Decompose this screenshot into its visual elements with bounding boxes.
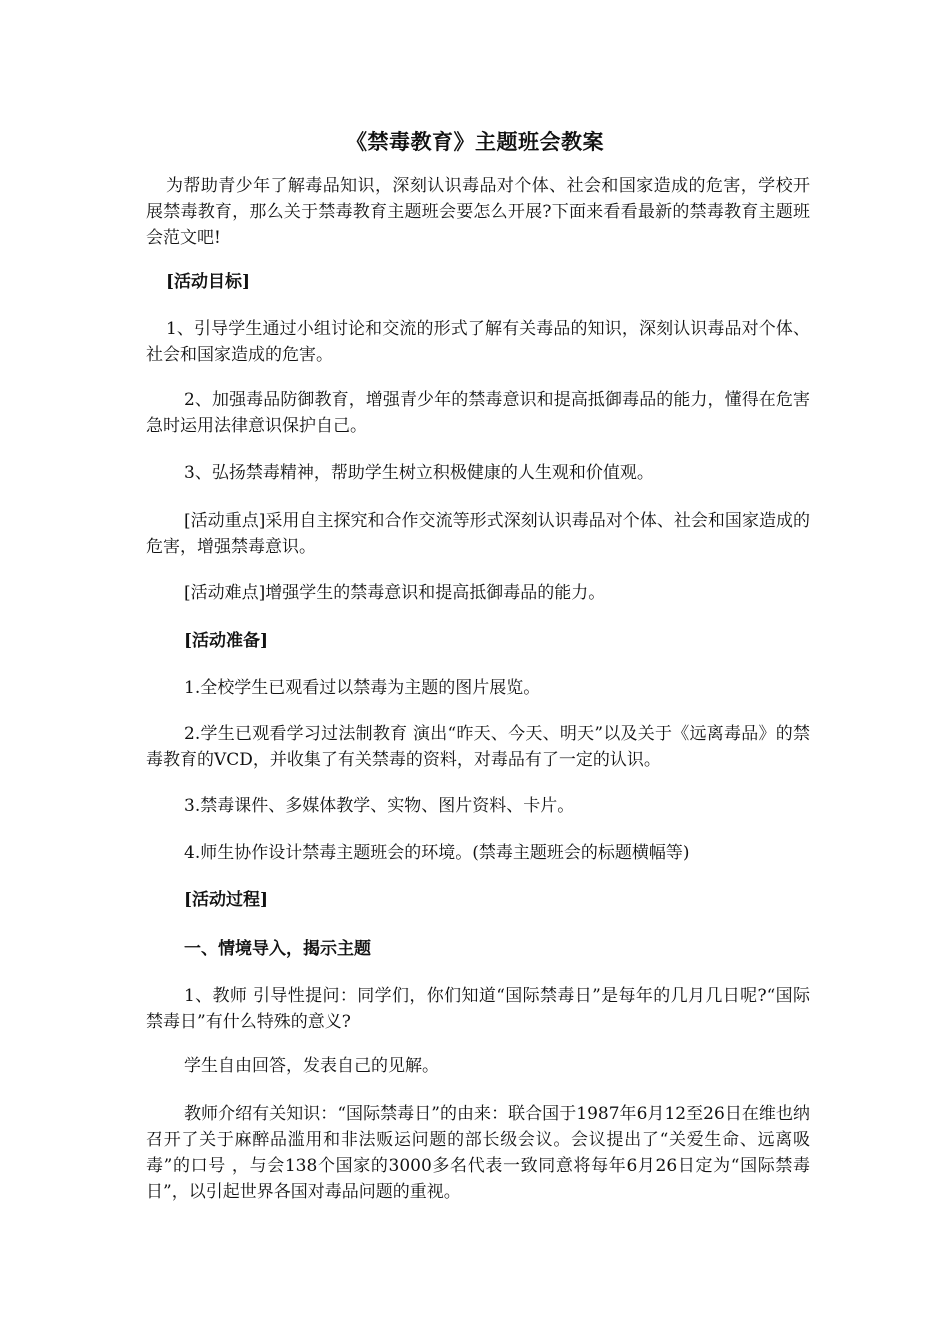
prep-4-paragraph: 4.师生协作设计禁毒主题班会的环境。(禁毒主题班会的标题横幅等) [184, 843, 690, 863]
goal-2-paragraph: 2、加强毒品防御教育，增强青少年的禁毒意识和提高抵御毒品的能力，懂得在危害急时运用法律意识保护自己。 [146, 390, 810, 436]
prep-2-paragraph: 2.学生已观看学习过法制教育 演出“昨天、今天、明天”以及关于《远离毒品》的禁毒教育的VCD，并收集了有关禁毒的资料，对毒品有了一定的认识。 [146, 724, 810, 770]
document-title: 《禁毒教育》主题班会教案 [346, 129, 604, 154]
section-1-heading: 一、情境导入，揭示主题 [184, 939, 371, 959]
teacher-intro-paragraph: 教师介绍有关知识：“国际禁毒日”的由来：联合国于1987年6月12至26日在维也纳召开了关于麻醉品滥用和非法贩运问题的部长级会议。会议提出了“关爱生命、远离吸毒”的口号 ，与会138个国家的3000多名代表一致同意将每年6月26日定为“国际禁毒日”，以引起世界各国对毒品问题的重视。 [146, 1104, 810, 1202]
prep-1-paragraph: 1.全校学生已观看过以禁毒为主题的图片展览。 [184, 678, 541, 698]
goal-1-paragraph: 1、引导学生通过小组讨论和交流的形式了解有关毒品的知识，深刻认识毒品对个体、社会和国家造成的危害。 [146, 319, 810, 365]
key-point-paragraph: [活动重点]采用自主探究和合作交流等形式深刻认识毒品对个体、社会和国家造成的危害，增强禁毒意识。 [146, 511, 810, 557]
difficulty-paragraph: [活动难点]增强学生的禁毒意识和提高抵御毒品的能力。 [184, 583, 606, 603]
student-answer-paragraph: 学生自由回答，发表自己的见解。 [184, 1056, 439, 1076]
process-heading: [活动过程] [184, 890, 269, 910]
step-1-paragraph: 1、教师 引导性提问：同学们，你们知道“国际禁毒日”是每年的几月几日呢?“国际禁毒日”有什么特殊的意义? [146, 986, 810, 1032]
prep-heading: [活动准备] [184, 631, 269, 651]
intro-paragraph: 为帮助青少年了解毒品知识，深刻认识毒品对个体、社会和国家造成的危害，学校开展禁毒教育，那么关于禁毒教育主题班会要怎么开展?下面来看看最新的禁毒教育主题班会范文吧! [146, 176, 810, 248]
goal-3-paragraph: 3、弘扬禁毒精神，帮助学生树立积极健康的人生观和价值观。 [184, 463, 654, 483]
prep-3-paragraph: 3.禁毒课件、多媒体教学、实物、图片资料、卡片。 [184, 796, 575, 816]
goals-heading: [活动目标] [166, 272, 251, 292]
